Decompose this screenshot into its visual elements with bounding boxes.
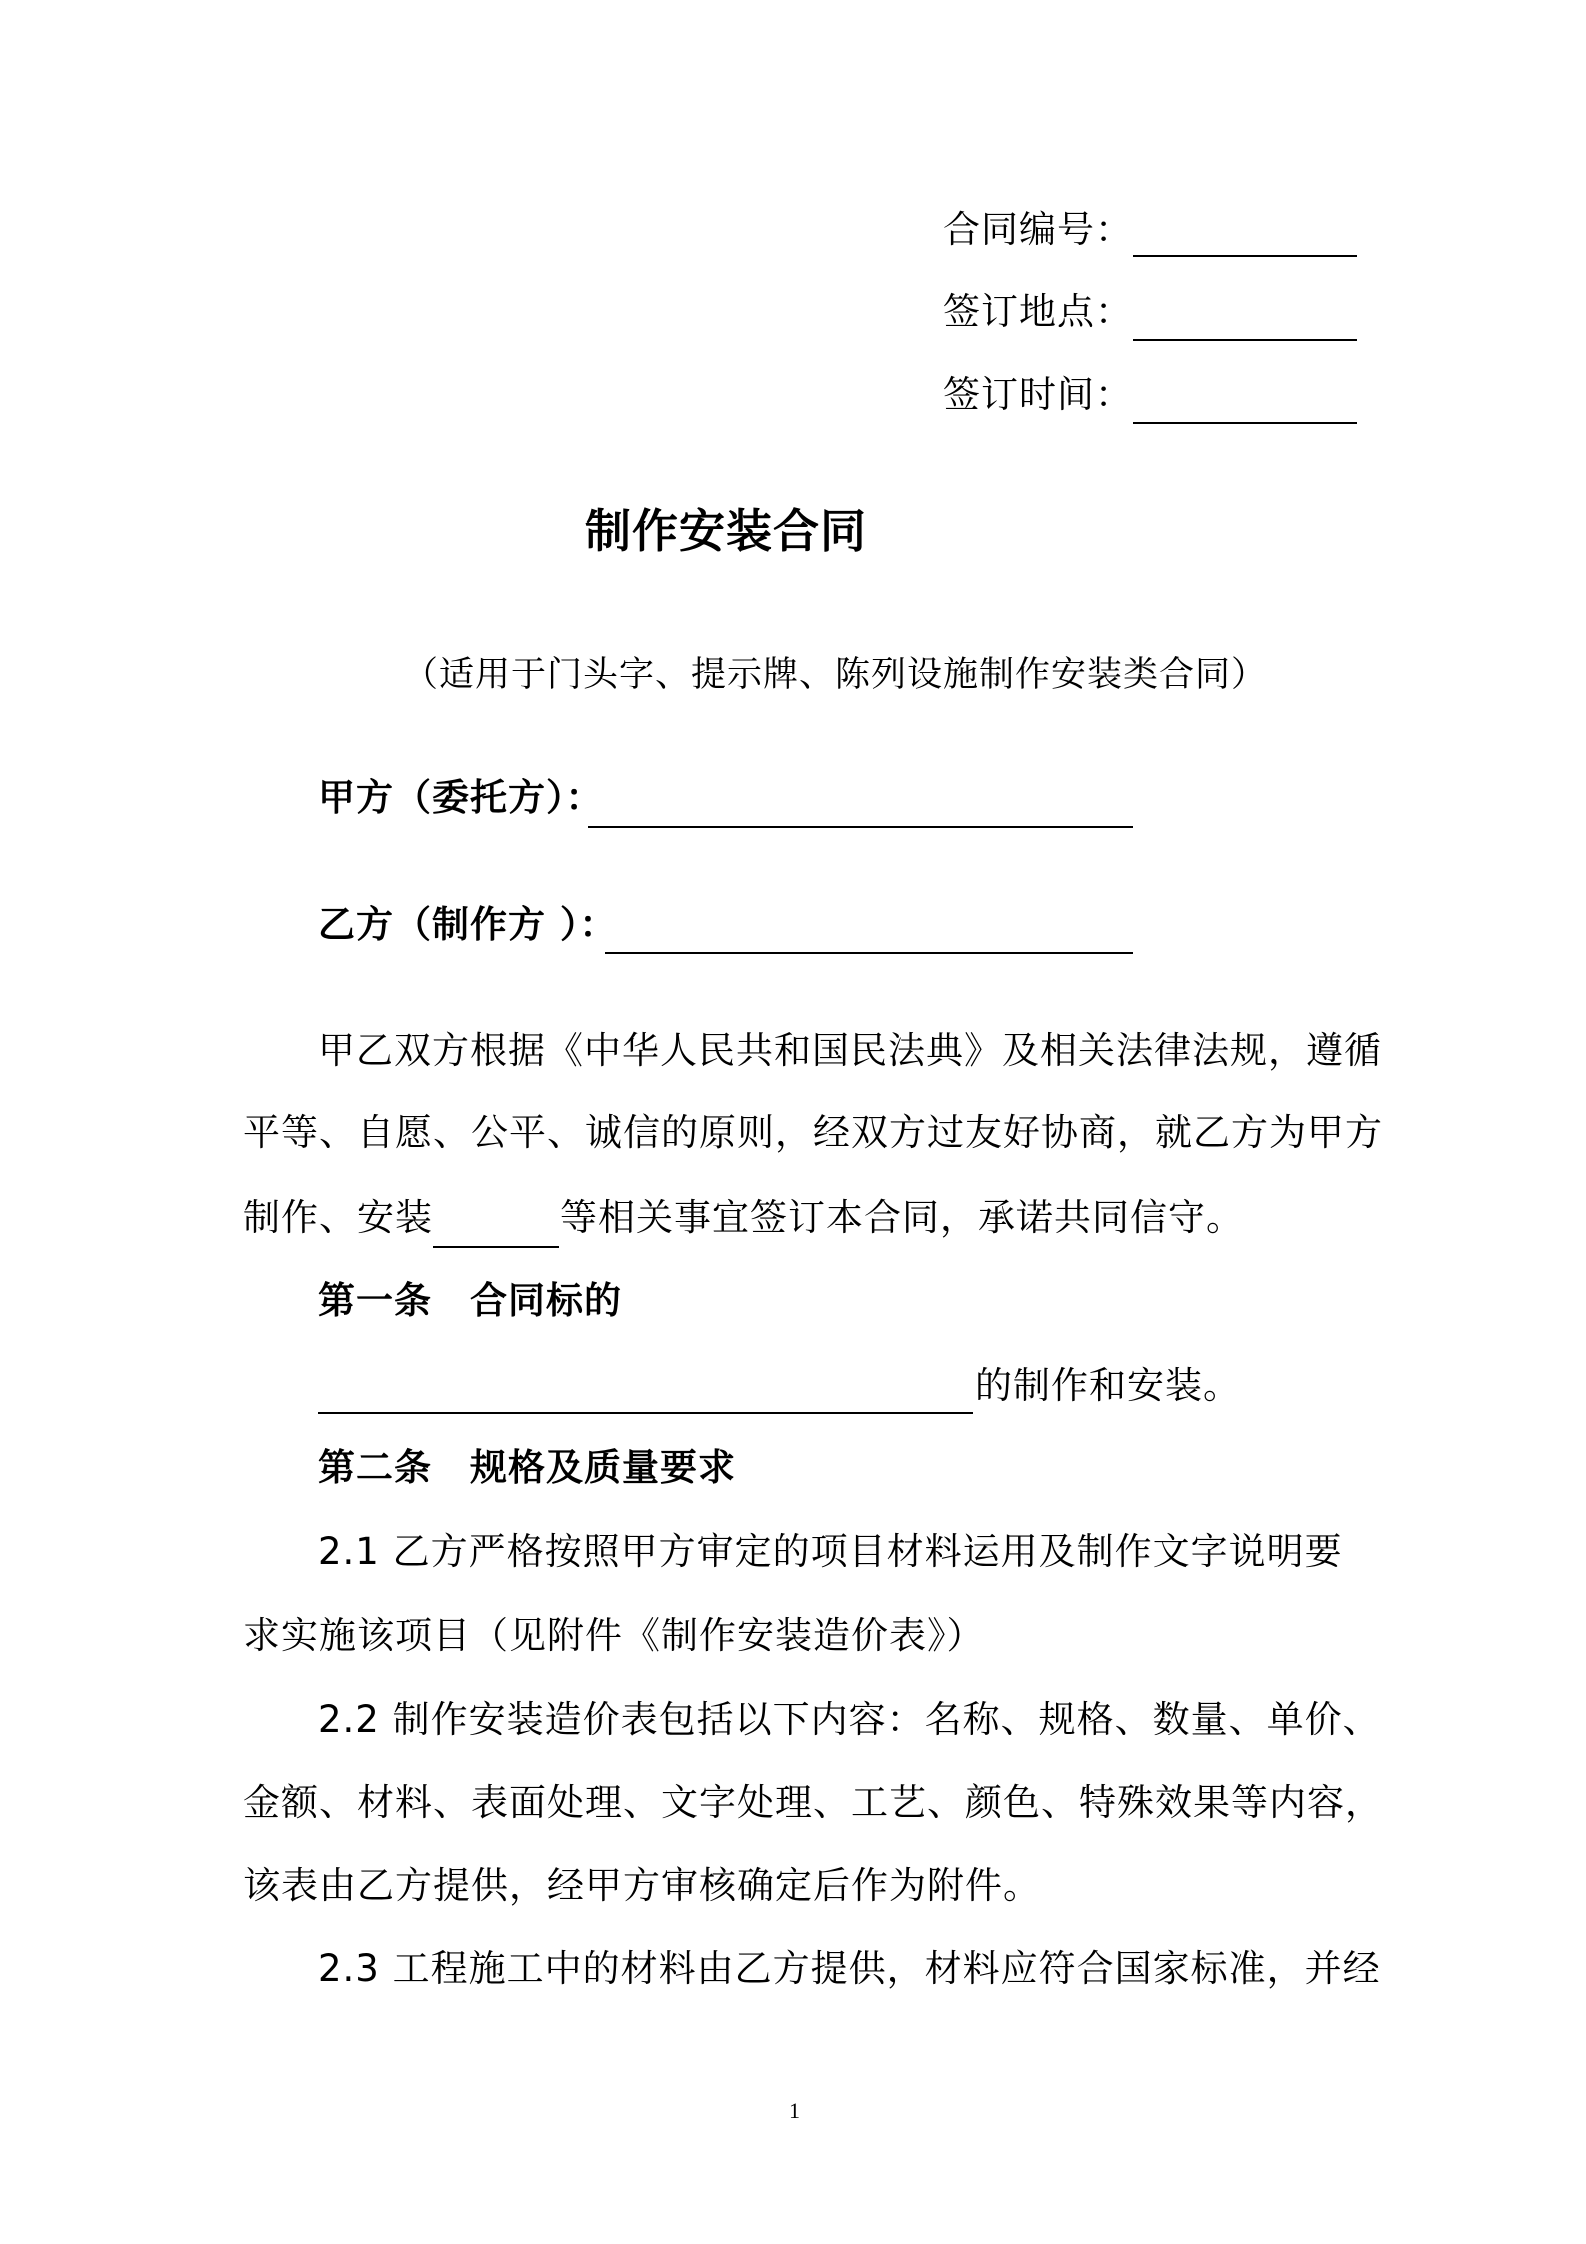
page-number: 1: [789, 2098, 800, 2123]
article-1-heading: 第一条 合同标的: [318, 1279, 622, 1322]
clause-2-2-line-3: 该表由乙方提供，经甲方审核确定后作为附件。: [243, 1864, 1041, 1907]
contract-subject-blank: [318, 1412, 973, 1414]
party-b-label: 乙方（制作方 ）：: [318, 903, 618, 946]
article-1-text: 的制作和安装。: [975, 1364, 1241, 1407]
product-name-blank: [433, 1246, 559, 1248]
signing-time-label: 签订时间：: [943, 373, 1133, 416]
intro-line-1: 甲乙双方根据《中华人民共和国民法典》及相关法律法规，遵循: [318, 1029, 1382, 1072]
clause-2-2-line-1: 2.2 制作安装造价表包括以下内容：名称、规格、数量、单价、: [318, 1698, 1381, 1741]
signing-time-blank: [1133, 422, 1357, 424]
clause-2-3-line-1: 2.3 工程施工中的材料由乙方提供，材料应符合国家标准，并经: [318, 1947, 1381, 1990]
clause-2-1-line-2: 求实施该项目（见附件《制作安装造价表》）: [243, 1614, 985, 1657]
party-a-label: 甲方（委托方）：: [318, 776, 604, 819]
intro-line-2: 平等、自愿、公平、诚信的原则，经双方过友好协商，就乙方为甲方: [243, 1111, 1383, 1154]
article-2-heading: 第二条 规格及质量要求: [318, 1446, 736, 1489]
contract-number-label: 合同编号：: [943, 208, 1133, 251]
party-b-blank: [605, 952, 1133, 954]
signing-location-blank: [1133, 339, 1357, 341]
clause-2-1-line-1: 2.1 乙方严格按照甲方审定的项目材料运用及制作文字说明要: [318, 1530, 1343, 1573]
party-a-blank: [588, 826, 1133, 828]
intro-line-3-prefix: 制作、安装: [243, 1196, 433, 1239]
signing-location-label: 签订地点：: [943, 290, 1133, 333]
intro-line-3-suffix: 等相关事宜签订本合同，承诺共同信守。: [560, 1196, 1244, 1239]
clause-2-2-line-2: 金额、材料、表面处理、文字处理、工艺、颜色、特殊效果等内容，: [243, 1781, 1383, 1824]
contract-number-blank: [1133, 255, 1357, 257]
document-subtitle: （适用于门头字、提示牌、陈列设施制作安装类合同）: [403, 655, 1268, 695]
document-title: 制作安装合同: [585, 504, 867, 558]
